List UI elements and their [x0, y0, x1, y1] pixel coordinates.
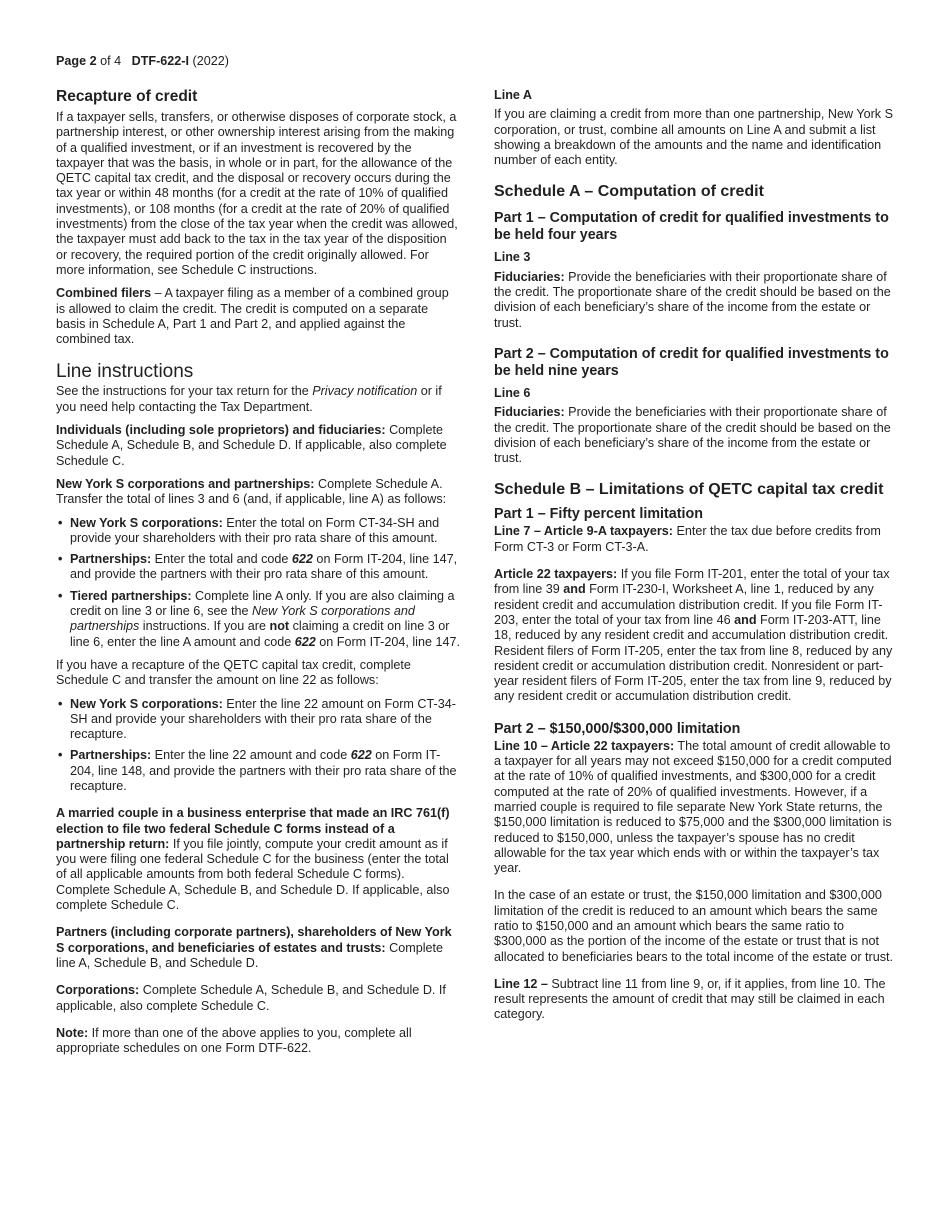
list-item — [56, 589, 461, 650]
combined-text: – A taxpayer filing as a member of a combined group is allowed to claim the credit. The credit is computed on a separate basis in Schedule A, Part 1 and Part 2, and applied against the combined tax. — [56, 286, 449, 347]
part-b2-heading: Part 2 – $150,000/$300,000 limitation — [494, 720, 741, 737]
recapture-heading: Recapture of credit — [56, 88, 198, 105]
and-word: and — [734, 612, 757, 627]
recapture-transfer-para: If you have a recapture of the QETC capital tax credit, complete Schedule C and transfer the amount on line 22 as follows: — [56, 657, 411, 688]
fiduciaries-para-2 — [494, 405, 894, 466]
li-text-1: See the instructions for your tax return for the — [56, 384, 313, 399]
privacy-notification: Privacy notification — [312, 384, 418, 399]
and-word: and — [563, 582, 586, 597]
item-text: claiming a credit on line 3 or line 6, enter the line A amount and code — [70, 619, 450, 649]
schedule-a-heading: Schedule A – Computation of credit — [494, 183, 764, 201]
item-text: Enter the total on Form CT-34-SH and provide your shareholders with their pro rata share of this amount. — [70, 515, 440, 545]
list-item — [56, 697, 461, 743]
individuals-label: Individuals (including sole proprietors) and fiduciaries: — [56, 423, 386, 438]
line-12-para — [494, 977, 894, 1023]
line-instructions-text — [56, 384, 461, 415]
page-number: Page 2 — [56, 54, 97, 68]
code-622: 622 — [294, 634, 316, 649]
item-text: on Form IT-204, line 147, and provide the partners with their pro rata share of this amount. — [70, 552, 458, 582]
line-10-text: The total amount of credit allowable to a taxpayer for all years may not exceed $150,000 for a credit computed at the rate of 10% of qualified investments, and $300,000 for a credit computed at the rate of 20% of qualified investments. However, if a married couple is required to file separate New York State returns, the $150,000 limitation is reduced to $75,000 and the $300,000 limitation is reduced to $150,000, unless the taxpayer’s spouse has no credit allowable for the tax year which ends with or within the taxpayer’s tax year. — [494, 738, 892, 876]
item-not: not — [269, 619, 290, 634]
article-22-text: If you file Form IT-201, enter the total of your tax from line 39 — [494, 567, 890, 597]
note-label: Note: — [56, 1025, 89, 1040]
article-22-text: Form IT-230-I, Worksheet A, line 1, reduced by any resident credit and accumulation distribution credit. If you file Form IT-203, enter the total of your tax from line 46 — [494, 582, 883, 627]
line-12-label: Line 12 – — [494, 976, 548, 991]
partners-para — [56, 925, 461, 971]
married-text: If you file jointly, compute your credit amount as if you were filing one federal Schedule C for the business (enter the total of all applicable amounts from both federal Schedule C forms). Complete Schedule A, Schedule B, and Schedule D. If applicable, also complete Schedule C. — [56, 836, 450, 913]
list-item — [56, 748, 461, 794]
partners-label: Partners (including corporate partners), shareholders of New York S corporations, and beneficiaries of estates and trusts: — [56, 925, 452, 955]
corporations-label: Corporations: — [56, 983, 140, 998]
article-22-text: Form IT-203-ATT, line 18, reduced by any resident credit and accumulation distribution credit. Resident filers of Form IT-205, enter the tax from line 8, reduced by any resident credit or accumulation distribution credit. Nonresident or part-year resident filers of Form IT-205, enter the tax from line 9, reduced by any resident credit or accumulation distribution credit. — [494, 612, 893, 704]
combined-label: Combined filers — [56, 286, 152, 301]
item-text: Enter the line 22 amount on Form CT-34-SH and provide your shareholders with their pro rata share of the recapture. — [70, 696, 456, 742]
right-column — [494, 88, 894, 1031]
married-para — [56, 806, 461, 913]
code-622: 622 — [350, 748, 372, 763]
left-column — [56, 88, 461, 1064]
line-a-text: If you are claiming a credit from more than one partnership, New York S corporation, or trust, combine all amounts on Line A and submit a list showing a breakdown of the amounts and the name and identification number of each entity. — [494, 107, 893, 168]
line-12-text: Subtract line 11 from line 9, or, if it applies, from line 10. The result represents the amount of credit that may still be claimed in each category. — [494, 976, 886, 1022]
recapture-text: If a taxpayer sells, transfers, or otherwise disposes of corporate stock, a partnership interest, or other ownership interest arising from the making of a qualified investment, or if an investment is recovered by the taxpayer that was the basis, in whole or in part, for the allowance of the QETC capital tax credit, and the disposal or recovery occurs during the tax year or within 48 months (for a credit at the rate of 10% of qualified investments), or 108 months (for a credit at the rate of 20% of qualified investments) from the close of the tax year when the credit was allowed, the taxpayer must add back to the tax in the tax year of the disposition or recovery, the required portion of the credit originally allowed. For more information, see Schedule C instructions. — [56, 110, 458, 277]
note-text: If more than one of the above applies to you, complete all appropriate schedules on one Form DTF-622. — [56, 1025, 412, 1056]
line-a-heading: Line A — [494, 88, 533, 102]
corporations-para — [56, 983, 461, 1014]
page-header — [56, 54, 229, 69]
item-label: Partnerships: — [70, 748, 152, 763]
item-text: Enter the total and code — [151, 552, 292, 567]
schedule-b-heading: Schedule B – Limitations of QETC capital tax credit — [494, 481, 884, 499]
transfer-list — [56, 516, 461, 650]
married-label: A married couple in a business enterprise that made an IRC 761(f) election to file two federal Schedule C forms instead of a partnership return: — [56, 806, 450, 851]
note-para — [56, 1026, 461, 1057]
fiduciaries-text: Provide the beneficiaries with their proportionate share of the credit. The proportionate share of the credit should be based on the division of each beneficiary’s share of the income from the estate or trust. — [494, 405, 891, 466]
line-6-heading: Line 6 — [494, 385, 531, 400]
item-label: Partnerships: — [70, 552, 152, 567]
item-italic: New York S corporations and partnerships — [70, 604, 415, 634]
article-22-label: Article 22 taxpayers: — [494, 567, 618, 582]
item-label: Tiered partnerships: — [70, 588, 192, 603]
item-text: Complete line A only. If you are also claiming a credit on line 3 or line 6, see the — [70, 588, 455, 619]
nys-text: Complete Schedule A. Transfer the total of lines 3 and 6 (and, if applicable, line A) as follows: — [56, 476, 447, 507]
part-b1-heading: Part 1 – Fifty percent limitation — [494, 506, 703, 523]
line-7-para — [494, 524, 894, 555]
line-10-para — [494, 739, 894, 877]
estate-para: In the case of an estate or trust, the $150,000 limitation and $300,000 limitation of the credit is reduced to an amount which bears the same ratio to $150,000 and an amount which bears the same ratio to $300,000 as the portion of the income of the estate or trust that is not allocated to beneficiaries bears to the total income of the estate or trust. — [494, 888, 894, 964]
line-7-label: Line 7 – Article 9-A taxpayers: — [494, 524, 673, 539]
corporations-text: Complete Schedule A, Schedule B, and Schedule D. If applicable, also complete Schedule C. — [56, 983, 446, 1013]
item-label: New York S corporations: — [70, 515, 223, 530]
individuals-text: Complete Schedule A, Schedule B, and Schedule D. If applicable, also complete Schedule C. — [56, 423, 447, 468]
fiduciaries-text: Provide the beneficiaries with their proportionate share of the credit. The proportionate share of the credit should be based on the division of each beneficiary’s share of the income from the estate or trust. — [494, 269, 891, 330]
article-22-para — [494, 567, 894, 705]
partners-text: Complete line A, Schedule B, and Schedule D. — [56, 940, 444, 970]
list-item — [56, 552, 461, 583]
part1-heading: Part 1 – Computation of credit for qualified investments to be held four years — [494, 210, 889, 244]
form-number: DTF-622-I — [131, 54, 190, 68]
recapture-list — [56, 697, 461, 795]
code-622: 622 — [291, 552, 313, 567]
list-item — [56, 516, 461, 547]
line-7-text: Enter the tax due before credits from Form CT-3 or Form CT-3-A. — [494, 524, 881, 554]
line-instructions-heading: Line instructions — [56, 361, 194, 383]
nys-para — [56, 477, 461, 508]
individuals-para — [56, 423, 461, 469]
item-text: on Form IT-204, line 148, and provide the partners with their pro rata share of the recapture. — [70, 748, 457, 793]
combined-filers — [56, 286, 461, 347]
line-3-heading: Line 3 — [494, 250, 531, 265]
item-text: on Form IT-204, line 147. — [315, 634, 460, 649]
item-text: instructions. If you are — [139, 619, 270, 634]
form-year: (2022) — [189, 54, 229, 68]
fiduciaries-label: Fiduciaries: — [494, 405, 565, 420]
item-text: Enter the line 22 amount and code — [151, 748, 351, 763]
item-label: New York S corporations: — [70, 696, 223, 711]
li-text-2: or if you need help contacting the Tax Department. — [56, 384, 442, 414]
page-total: of 4 — [96, 54, 122, 68]
line-10-label: Line 10 – Article 22 taxpayers: — [494, 738, 675, 753]
nys-label: New York S corporations and partnerships: — [56, 476, 315, 491]
part2-heading: Part 2 – Computation of credit for qualified investments to be held nine years — [494, 345, 889, 379]
fiduciaries-para-1 — [494, 270, 894, 331]
fiduciaries-label: Fiduciaries: — [494, 269, 565, 284]
